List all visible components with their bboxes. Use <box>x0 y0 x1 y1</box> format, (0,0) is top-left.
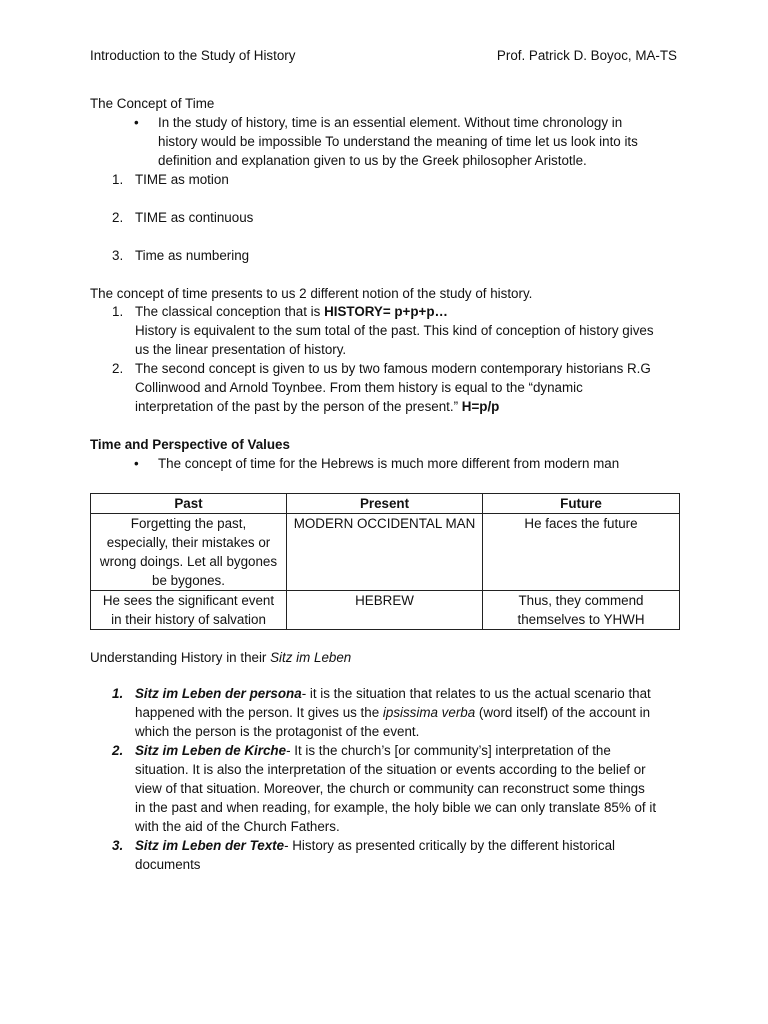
header-author: Prof. Patrick D. Boyoc, MA-TS <box>496 48 677 63</box>
table-cell: HEBREW <box>287 591 483 630</box>
paragraph-line: situation. It is also the interpretation of the situation or events according to the belief or <box>135 762 646 777</box>
cell-line: He sees the significant event <box>102 593 275 608</box>
list-item <box>135 836 615 855</box>
sitz-heading <box>90 648 351 667</box>
list-item: The second concept is given to us by two famous modern contemporary historians R.G <box>135 361 651 376</box>
list-number: 2. <box>112 210 124 225</box>
sitz-term: Sitz im Leben de Kirche <box>135 743 287 758</box>
table-cell <box>91 514 287 591</box>
text-run: happened with the person. It gives us the <box>135 705 383 720</box>
table-row <box>91 514 680 591</box>
bullet-icon: • <box>134 115 139 130</box>
table-row <box>91 591 680 630</box>
column-header: Future <box>483 494 680 514</box>
concept-of-time-heading: The Concept of Time <box>90 96 215 111</box>
paragraph-line: documents <box>135 857 201 872</box>
table-cell <box>91 591 287 630</box>
paragraph-line: History is equivalent to the sum total of the past. This kind of conception of history gives <box>135 323 654 338</box>
paragraph-line: The concept of time for the Hebrews is much more different from modern man <box>158 456 620 471</box>
paragraph-line <box>135 397 499 416</box>
history-formula: HISTORY= p+p+p… <box>324 304 448 319</box>
paragraph-line: definition and explanation given to us by the Greek philosopher Aristotle. <box>158 153 587 168</box>
paragraph-line: history would be impossible To understand the meaning of time let us look into its <box>158 134 638 149</box>
cell-line: Forgetting the past, <box>130 516 247 531</box>
cell-line: in their history of salvation <box>111 612 266 627</box>
sitz-term: Sitz im Leben der Texte <box>135 838 285 853</box>
list-item: TIME as motion <box>135 172 229 187</box>
paragraph-line: In the study of history, time is an essential element. Without time chronology in <box>158 115 623 130</box>
text-run: (word itself) of the account in <box>475 705 651 720</box>
list-number: 2. <box>112 361 124 376</box>
cell-line: wrong doings. Let all bygones <box>99 554 278 569</box>
values-table <box>90 493 680 630</box>
list-item <box>135 302 448 321</box>
cell-line: Thus, they commend <box>518 593 644 608</box>
table-cell <box>483 591 680 630</box>
text-run-italic: ipsissima verba <box>382 705 476 720</box>
list-item: TIME as continuous <box>135 210 254 225</box>
list-number: 2. <box>112 743 124 758</box>
text-run-italic: Sitz im Leben <box>270 650 352 665</box>
table-cell: He faces the future <box>483 514 680 591</box>
list-number: 3. <box>112 838 124 853</box>
text-run: interpretation of the past by the person of the present.” <box>135 399 462 414</box>
table-cell: MODERN OCCIDENTAL MAN <box>287 514 483 591</box>
paragraph-line: in the past and when reading, for example, the holy bible we can only translate 85% of it <box>135 800 657 815</box>
list-number: 1. <box>112 686 124 701</box>
table-header-row <box>91 494 680 514</box>
cell-line: be bygones. <box>152 573 225 588</box>
column-header: Present <box>287 494 483 514</box>
sitz-term: Sitz im Leben der persona <box>135 686 302 701</box>
two-notions-intro: The concept of time presents to us 2 different notion of the study of history. <box>90 286 533 301</box>
cell-line: themselves to YHWH <box>517 612 645 627</box>
list-item <box>135 684 651 703</box>
paragraph-line: view of that situation. Moreover, the church or community can reconstruct some things <box>135 781 645 796</box>
text-run: The classical conception that is <box>135 304 325 319</box>
cell-line: especially, their mistakes or <box>106 535 271 550</box>
bullet-icon: • <box>134 456 139 471</box>
list-item: Time as numbering <box>135 248 250 263</box>
list-number: 3. <box>112 248 124 263</box>
paragraph-line: which the person is the protagonist of the event. <box>135 724 420 739</box>
text-run: - History as presented critically by the different historical <box>284 838 616 853</box>
list-number: 1. <box>112 172 124 187</box>
text-run: - It is the church’s [or community’s] interpretation of the <box>286 743 611 758</box>
header-course-title: Introduction to the Study of History <box>90 48 296 63</box>
paragraph-line: us the linear presentation of history. <box>135 342 347 357</box>
history-formula: H=p/p <box>461 399 500 414</box>
paragraph-line: with the aid of the Church Fathers. <box>135 819 340 834</box>
paragraph-line: Collinwood and Arnold Toynbee. From them history is equal to the “dynamic <box>135 380 583 395</box>
list-item <box>135 741 611 760</box>
text-run: - it is the situation that relates to us the actual scenario that <box>301 686 651 701</box>
perspective-heading: Time and Perspective of Values <box>90 437 290 452</box>
paragraph-line <box>135 703 650 722</box>
text-run: Understanding History in their <box>90 650 271 665</box>
column-header: Past <box>91 494 287 514</box>
list-number: 1. <box>112 304 124 319</box>
